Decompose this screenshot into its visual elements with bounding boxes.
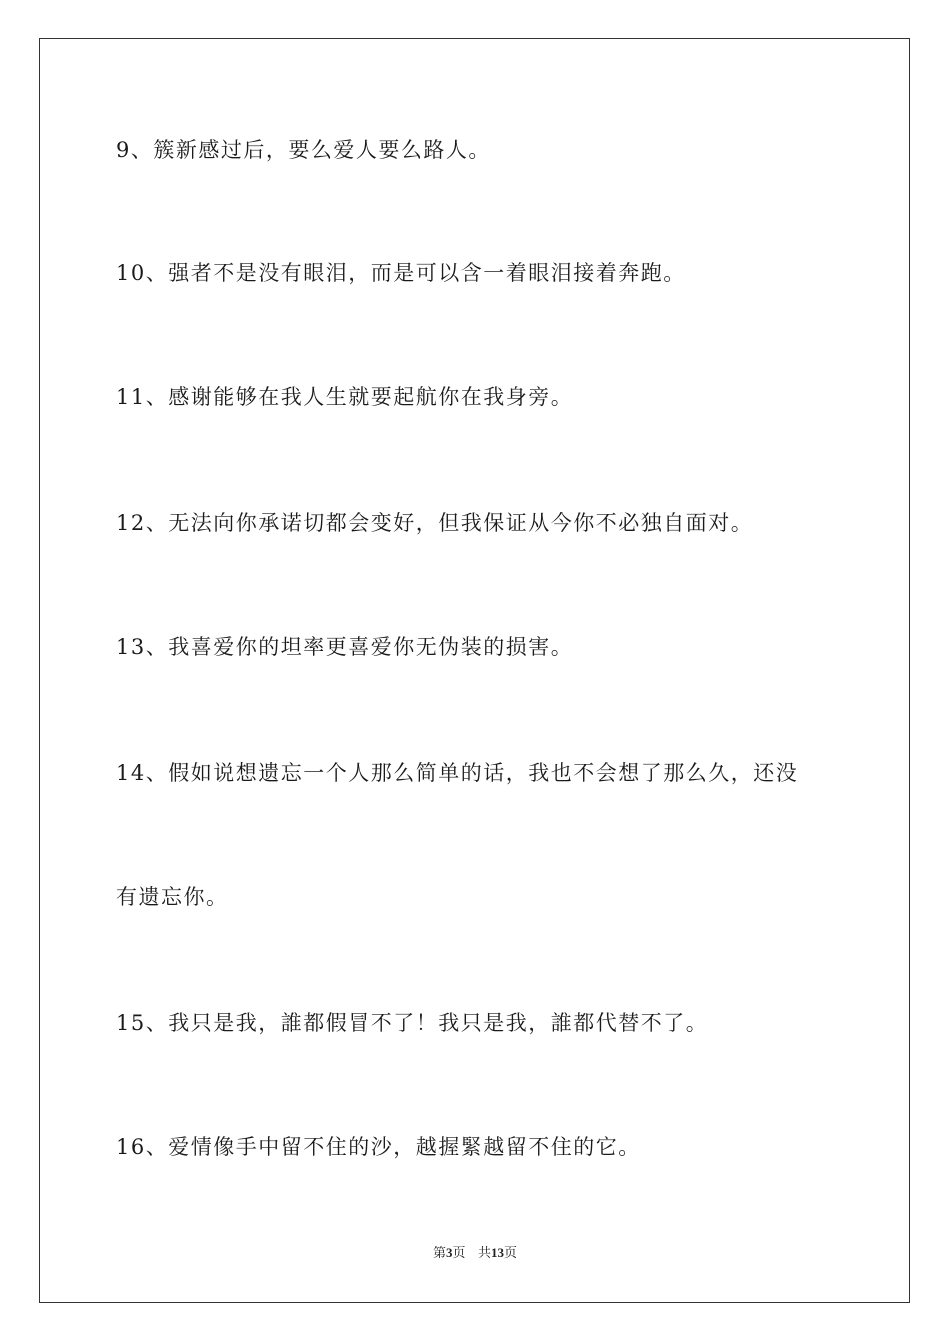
text-line-9: 9、簇新感过后，要么爱人要么路人。 (116, 138, 491, 162)
footer-total-suffix: 页 (503, 1246, 517, 1261)
text-line-14: 14、假如说想遗忘一个人那么简单的话，我也不会想了那么久，还没 (116, 761, 799, 785)
footer-page-suffix: 页 (452, 1246, 466, 1261)
page-border (39, 38, 910, 1303)
text-line-16: 16、爱情像手中留不住的沙，越握緊越留不住的它。 (116, 1135, 641, 1159)
text-line-14-continued: 有遗忘你。 (116, 885, 229, 909)
text-line-15: 15、我只是我，誰都假冒不了！我只是我，誰都代替不了。 (116, 1011, 709, 1035)
text-line-10: 10、强者不是没有眼泪，而是可以含一着眼泪接着奔跑。 (116, 261, 686, 285)
footer-page-number: 3 (446, 1245, 453, 1260)
page-footer (0, 1244, 950, 1263)
footer-total-pages: 13 (490, 1245, 504, 1260)
footer-total-prefix: 共 (477, 1246, 491, 1261)
footer-page-prefix: 第 (433, 1246, 447, 1261)
text-line-12: 12、无法向你承诺切都会变好，但我保证从今你不必独自面对。 (116, 511, 754, 535)
text-line-11: 11、感谢能够在我人生就要起航你在我身旁。 (116, 385, 574, 409)
text-line-13: 13、我喜爱你的坦率更喜爱你无伪装的损害。 (116, 635, 574, 659)
